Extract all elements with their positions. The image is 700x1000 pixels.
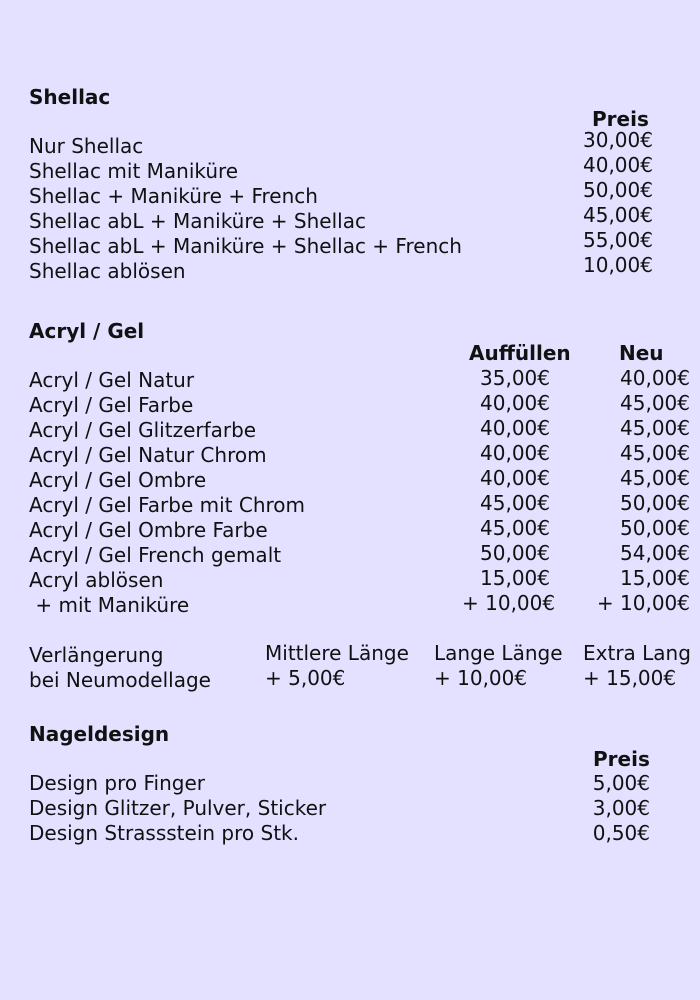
price-value: + 10,00€	[462, 591, 556, 615]
extension-option-name: Mittlere Länge	[265, 641, 409, 665]
price-value: 40,00€	[480, 441, 550, 465]
list-item: Shellac mit Maniküre	[29, 159, 239, 183]
nageldesign-service-list	[29, 771, 326, 846]
shellac-price-header: Preis	[592, 107, 649, 131]
acryl-refill-header: Auffüllen	[469, 341, 571, 365]
list-item: Acryl / Gel Farbe mit Chrom	[29, 493, 305, 517]
list-item: Shellac ablösen	[29, 259, 186, 283]
price-value: 45,00€	[480, 516, 550, 540]
list-item: Acryl / Gel Ombre	[29, 468, 207, 492]
list-item: Shellac abL + Maniküre + Shellac + French	[29, 234, 462, 258]
extension-option-name: Extra Lang	[583, 641, 691, 665]
extension-option-name: Lange Länge	[434, 641, 563, 665]
list-item: Acryl / Gel French gemalt	[29, 543, 282, 567]
price-value: 5,00€	[592, 771, 650, 795]
acryl-title: Acryl / Gel	[29, 319, 145, 343]
price-value: 55,00€	[583, 228, 653, 252]
acryl-service-list	[29, 368, 305, 618]
acryl-new-header: Neu	[619, 341, 664, 365]
price-value: 0,50€	[592, 821, 650, 845]
list-item: Acryl / Gel Ombre Farbe	[29, 518, 268, 542]
price-value: 40,00€	[583, 153, 653, 177]
list-item: Design Strassstein pro Stk.	[29, 821, 299, 845]
price-value: 35,00€	[480, 366, 550, 390]
price-value: 50,00€	[620, 491, 690, 515]
extension-option-price: + 5,00€	[265, 666, 346, 690]
list-item: Acryl / Gel Glitzerfarbe	[29, 418, 257, 442]
price-value: 54,00€	[620, 541, 690, 565]
list-item: Design pro Finger	[29, 771, 205, 795]
price-value: 50,00€	[480, 541, 550, 565]
nageldesign-title: Nageldesign	[29, 722, 170, 746]
list-item: Shellac + Maniküre + French	[29, 184, 318, 208]
nageldesign-price-list	[560, 771, 650, 846]
price-value: 45,00€	[620, 441, 690, 465]
price-value: 3,00€	[592, 796, 650, 820]
price-value: 45,00€	[480, 491, 550, 515]
shellac-service-list	[29, 134, 462, 284]
extension-option-long	[434, 641, 563, 691]
extension-option-price: + 10,00€	[434, 666, 528, 690]
list-item: Design Glitzer, Pulver, Sticker	[29, 796, 327, 820]
price-value: 40,00€	[480, 416, 550, 440]
price-value: 40,00€	[620, 366, 690, 390]
price-value: 15,00€	[620, 566, 690, 590]
list-item: + mit Maniküre	[29, 593, 190, 617]
extension-label	[29, 643, 211, 693]
acryl-refill-price-list	[462, 366, 556, 616]
acryl-new-price-list	[596, 366, 690, 616]
price-value: 50,00€	[620, 516, 690, 540]
price-value: 10,00€	[583, 253, 653, 277]
price-value: 40,00€	[480, 466, 550, 490]
extension-label-line1: Verlängerung	[29, 643, 164, 667]
list-item: Acryl / Gel Natur Chrom	[29, 443, 267, 467]
price-value: 50,00€	[583, 178, 653, 202]
price-value: 45,00€	[620, 416, 690, 440]
list-item: Acryl ablösen	[29, 568, 164, 592]
price-value: 45,00€	[620, 391, 690, 415]
price-value: 30,00€	[583, 128, 653, 152]
list-item: Shellac abL + Maniküre + Shellac	[29, 209, 366, 233]
extension-option-medium	[265, 641, 409, 691]
price-value: + 10,00€	[596, 591, 690, 615]
shellac-title: Shellac	[29, 85, 111, 109]
price-value: 40,00€	[480, 391, 550, 415]
list-item: Acryl / Gel Farbe	[29, 393, 194, 417]
extension-option-price: + 15,00€	[583, 666, 677, 690]
price-value: 45,00€	[583, 203, 653, 227]
list-item: Nur Shellac	[29, 134, 144, 158]
list-item: Acryl / Gel Natur	[29, 368, 195, 392]
price-value: 45,00€	[620, 466, 690, 490]
nageldesign-price-header: Preis	[593, 747, 650, 771]
extension-option-extra-long	[583, 641, 691, 691]
extension-label-line2: bei Neumodellage	[29, 668, 211, 692]
price-value: 15,00€	[480, 566, 550, 590]
shellac-price-list	[583, 128, 653, 278]
